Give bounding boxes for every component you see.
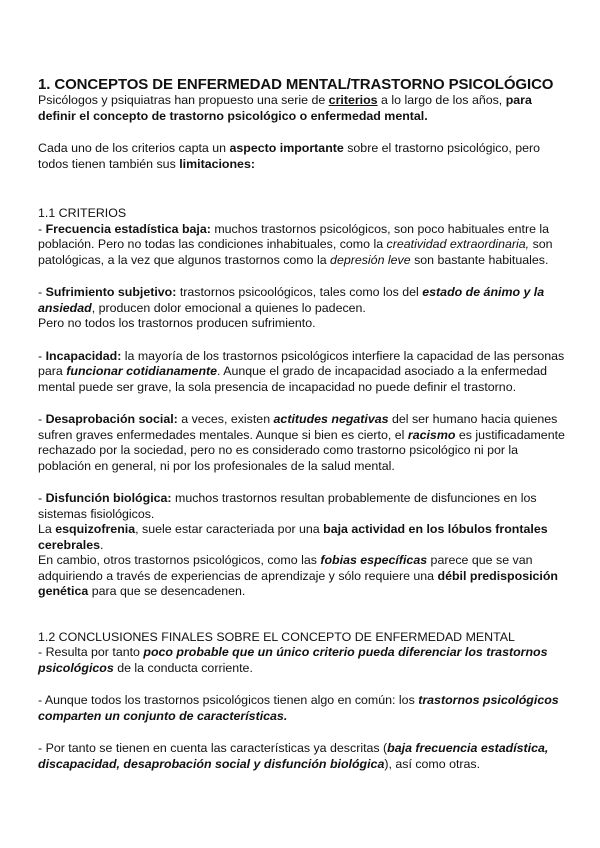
- italic-run: depresión leve: [330, 252, 411, 267]
- page-title: 1. CONCEPTOS DE ENFERMEDAD MENTAL/TRASTORNO PSICOLÓGICO: [38, 76, 554, 93]
- criterion-label: Desaprobación social:: [45, 412, 178, 426]
- text-run: ), así como otras.: [384, 756, 481, 771]
- document-content: [38, 76, 568, 772]
- bold-italic-run: racismo: [407, 427, 456, 442]
- criterion-incapacidad: [38, 349, 568, 396]
- text-run: -: [38, 491, 46, 505]
- text-run: - Aunque todos los trastornos psicológicos tienen algo en común: los: [38, 693, 419, 707]
- text-run: es justificadamente rechazado por la sociedad, pero no es considerado como trastorno psicológico ni por la población en general, ni por los profesionales de la salud mental.: [38, 427, 565, 473]
- criterion-frecuencia: [38, 222, 568, 269]
- italic-run: creatividad extraordinaria,: [386, 237, 530, 251]
- bold-run: débil predisposición genética: [38, 568, 558, 598]
- text-run: de la conducta corriente.: [113, 660, 253, 675]
- text-run: para que se desencadenen.: [88, 584, 246, 598]
- criterion-label: Frecuencia estadística baja:: [45, 221, 211, 236]
- emphasis-criterios: criterios: [328, 93, 378, 107]
- criterion-sufrimiento-note: Pero no todos los trastornos producen sufrimiento.: [38, 316, 316, 330]
- text-run: , producen dolor emocional a quienes lo padecen.: [91, 300, 366, 315]
- text-run: -: [38, 348, 46, 363]
- section-heading-conclusiones: 1.2 CONCLUSIONES FINALES SOBRE EL CONCEPTO DE ENFERMEDAD MENTAL: [38, 629, 515, 644]
- text-run: a veces, existen: [177, 412, 274, 426]
- emphasis-definition: para definir el concepto de trastorno psicológico o enfermedad mental.: [38, 93, 532, 123]
- text-run: del ser humano hacia quienes sufren graves enfermedades mentales. Aunque si bien es cierto, el: [38, 412, 558, 442]
- bold-italic-run: funcionar cotidianamente: [66, 364, 218, 378]
- criterion-label: Incapacidad:: [45, 348, 122, 363]
- text-run: -: [38, 285, 46, 299]
- bold-italic-run: trastornos psicológicos comparten un conjunto de características.: [38, 693, 559, 723]
- text-run: Psicólogos y psiquiatras han propuesto una serie de: [38, 93, 329, 107]
- intro-paragraph-1: [38, 93, 568, 124]
- criterion-disfuncion-fobias: [38, 553, 568, 600]
- text-run: parece que se van adquiriendo a través de experiencias de aprendizaje y sólo requiere una: [38, 553, 533, 583]
- emphasis-limitaciones: limitaciones:: [179, 156, 255, 171]
- text-run: Cada uno de los criterios capta un: [38, 141, 230, 155]
- bold-run: baja actividad en los lóbulos frontales cerebrales: [38, 522, 548, 552]
- text-run: muchos trastornos resultan probablemente de disfunciones en los sistemas fisiológicos.: [38, 491, 537, 521]
- text-run: muchos trastornos psicológicos, son poco habituales entre la población. Pero no todas las condiciones inhabituales, como la: [38, 221, 550, 251]
- conclusion-1: [38, 645, 568, 676]
- bold-italic-run: fobias específicas: [320, 553, 428, 567]
- bold-italic-run: poco probable que un único criterio pueda diferenciar los trastornos psicológicos: [38, 645, 548, 675]
- text-run: trastornos psicoológicos, tales como los del: [176, 285, 423, 299]
- text-run: , suele estar caracteriada por una: [135, 522, 324, 536]
- text-run: a lo largo de los años,: [377, 93, 506, 107]
- bold-run: esquizofrenia: [55, 522, 136, 536]
- text-run: . Aunque el grado de incapacidad asociado a la enfermedad mental puede ser grave, la sola presencia de incapacidad no puede definir el trastorno.: [38, 364, 548, 394]
- conclusion-3: [38, 741, 568, 772]
- criterion-disfuncion: [38, 491, 568, 522]
- text-run: - Por tanto se tienen en cuenta las características ya descritas (: [38, 741, 388, 755]
- criterion-desaprobacion: [38, 412, 568, 474]
- section-heading-criterios: 1.1 CRITERIOS: [38, 206, 127, 220]
- text-run: .: [100, 537, 104, 552]
- criterion-disfuncion-esquizofrenia: [38, 522, 568, 553]
- text-run: En cambio, otros trastornos psicológicos, como las: [38, 553, 321, 567]
- bold-italic-run: actitudes negativas: [273, 412, 389, 426]
- text-run: son patológicas, a la vez que algunos trastornos como la: [38, 237, 553, 267]
- bold-italic-run: baja frecuencia estadística, discapacidad, desaprobación social y disfunción biológica: [38, 741, 549, 771]
- intro-paragraph-2: [38, 141, 568, 172]
- text-run: -: [38, 412, 46, 426]
- criterion-label: Disfunción biológica:: [45, 491, 172, 505]
- criterion-sufrimiento: [38, 285, 568, 316]
- emphasis-aspecto: aspecto importante: [229, 141, 344, 155]
- bold-italic-run: estado de ánimo y la ansiedad: [38, 285, 545, 315]
- text-run: son bastante habituales.: [410, 252, 549, 267]
- text-run: -: [38, 221, 46, 236]
- criterion-label: Sufrimiento subjetivo:: [45, 285, 177, 299]
- text-run: La: [38, 522, 56, 536]
- text-run: la mayoría de los trastornos psicológicos interfiere la capacidad de las personas para: [38, 348, 565, 378]
- text-run: sobre el trastorno psicológico, pero todos tienen también sus: [38, 141, 541, 171]
- conclusion-2: [38, 693, 568, 724]
- text-run: - Resulta por tanto: [38, 645, 144, 659]
